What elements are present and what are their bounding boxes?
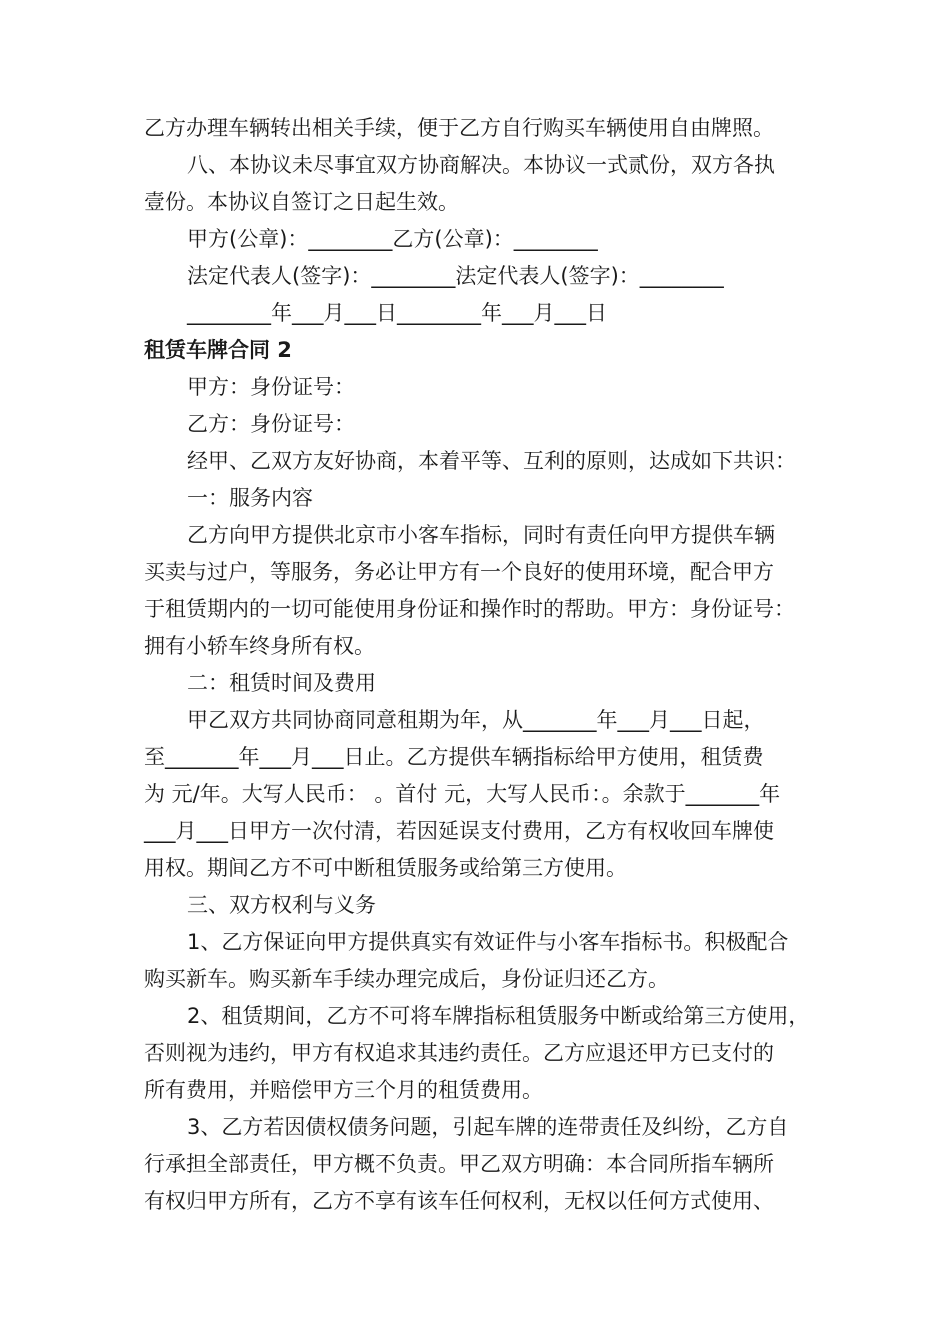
paragraph-line: 1、乙方保证向甲方提供真实有效证件与小客车指标书。积极配合	[187, 930, 789, 954]
paragraph-line: 甲乙双方共同协商同意租期为年，从_______年___月___日起，	[187, 708, 765, 732]
paragraph-line: 至_______年___月___日止。乙方提供车辆指标给甲方使用，租赁费	[144, 745, 764, 769]
paragraph-line: 三、双方权利与义务	[187, 893, 376, 917]
paragraph-line: 拥有小轿车终身所有权。	[144, 634, 375, 658]
paragraph-line: 壹份。本协议自签订之日起生效。	[144, 190, 459, 214]
paragraph-line: 经甲、乙双方友好协商，本着平等、互利的原则，达成如下共识：	[187, 449, 796, 473]
paragraph-line: 3、乙方若因债权债务问题，引起车牌的连带责任及纠纷，乙方自	[187, 1115, 789, 1139]
document-body	[144, 110, 828, 1220]
paragraph-line: 二：租赁时间及费用	[187, 671, 376, 695]
paragraph-line: ___月___日甲方一次付清，若因延误支付费用，乙方有权收回车牌使	[144, 819, 774, 843]
paragraph-line: 一：服务内容	[187, 486, 313, 510]
paragraph-line: 行承担全部责任，甲方概不负责。甲乙双方明确：本合同所指车辆所	[144, 1152, 774, 1176]
paragraph-line: 乙方办理车辆转出相关手续，便于乙方自行购买车辆使用自由牌照。	[144, 116, 774, 140]
paragraph-line: 为 元/年。大写人民币： 。首付 元，大写人民币：。余款于_______年	[144, 782, 781, 806]
paragraph-line: 乙方向甲方提供北京市小客车指标，同时有责任向甲方提供车辆	[187, 523, 775, 547]
paragraph-line: 用权。期间乙方不可中断租赁服务或给第三方使用。	[144, 856, 627, 880]
paragraph-line: 甲方：身份证号：	[187, 375, 355, 399]
paragraph-line: 所有费用，并赔偿甲方三个月的租赁费用。	[144, 1078, 543, 1102]
paragraph-line: 2、租赁期间，乙方不可将车牌指标租赁服务中断或给第三方使用，	[187, 1004, 810, 1028]
paragraph-line: 有权归甲方所有，乙方不享有该车任何权利，无权以任何方式使用、	[144, 1189, 774, 1213]
paragraph-line: 八、本协议未尽事宜双方协商解决。本协议一式贰份，双方各执	[187, 153, 775, 177]
paragraph-line: 乙方：身份证号：	[187, 412, 355, 436]
paragraph-line: 法定代表人(签字)：________法定代表人(签字)：________	[187, 264, 724, 288]
paragraph-line: 买卖与过户，等服务，务必让甲方有一个良好的使用环境，配合甲方	[144, 560, 774, 584]
paragraph-line: 否则视为违约，甲方有权追求其违约责任。乙方应退还甲方已支付的	[144, 1041, 774, 1065]
section-heading: 租赁车牌合同 2	[144, 338, 292, 362]
paragraph-line: 于租赁期内的一切可能使用身份证和操作时的帮助。甲方：身份证号：	[144, 597, 795, 621]
paragraph-line: ________年___月___日________年___月___日	[187, 301, 607, 325]
paragraph-line: 甲方(公章)：________乙方(公章)：________	[187, 227, 598, 251]
paragraph-line: 购买新车。购买新车手续办理完成后，身份证归还乙方。	[144, 967, 669, 991]
